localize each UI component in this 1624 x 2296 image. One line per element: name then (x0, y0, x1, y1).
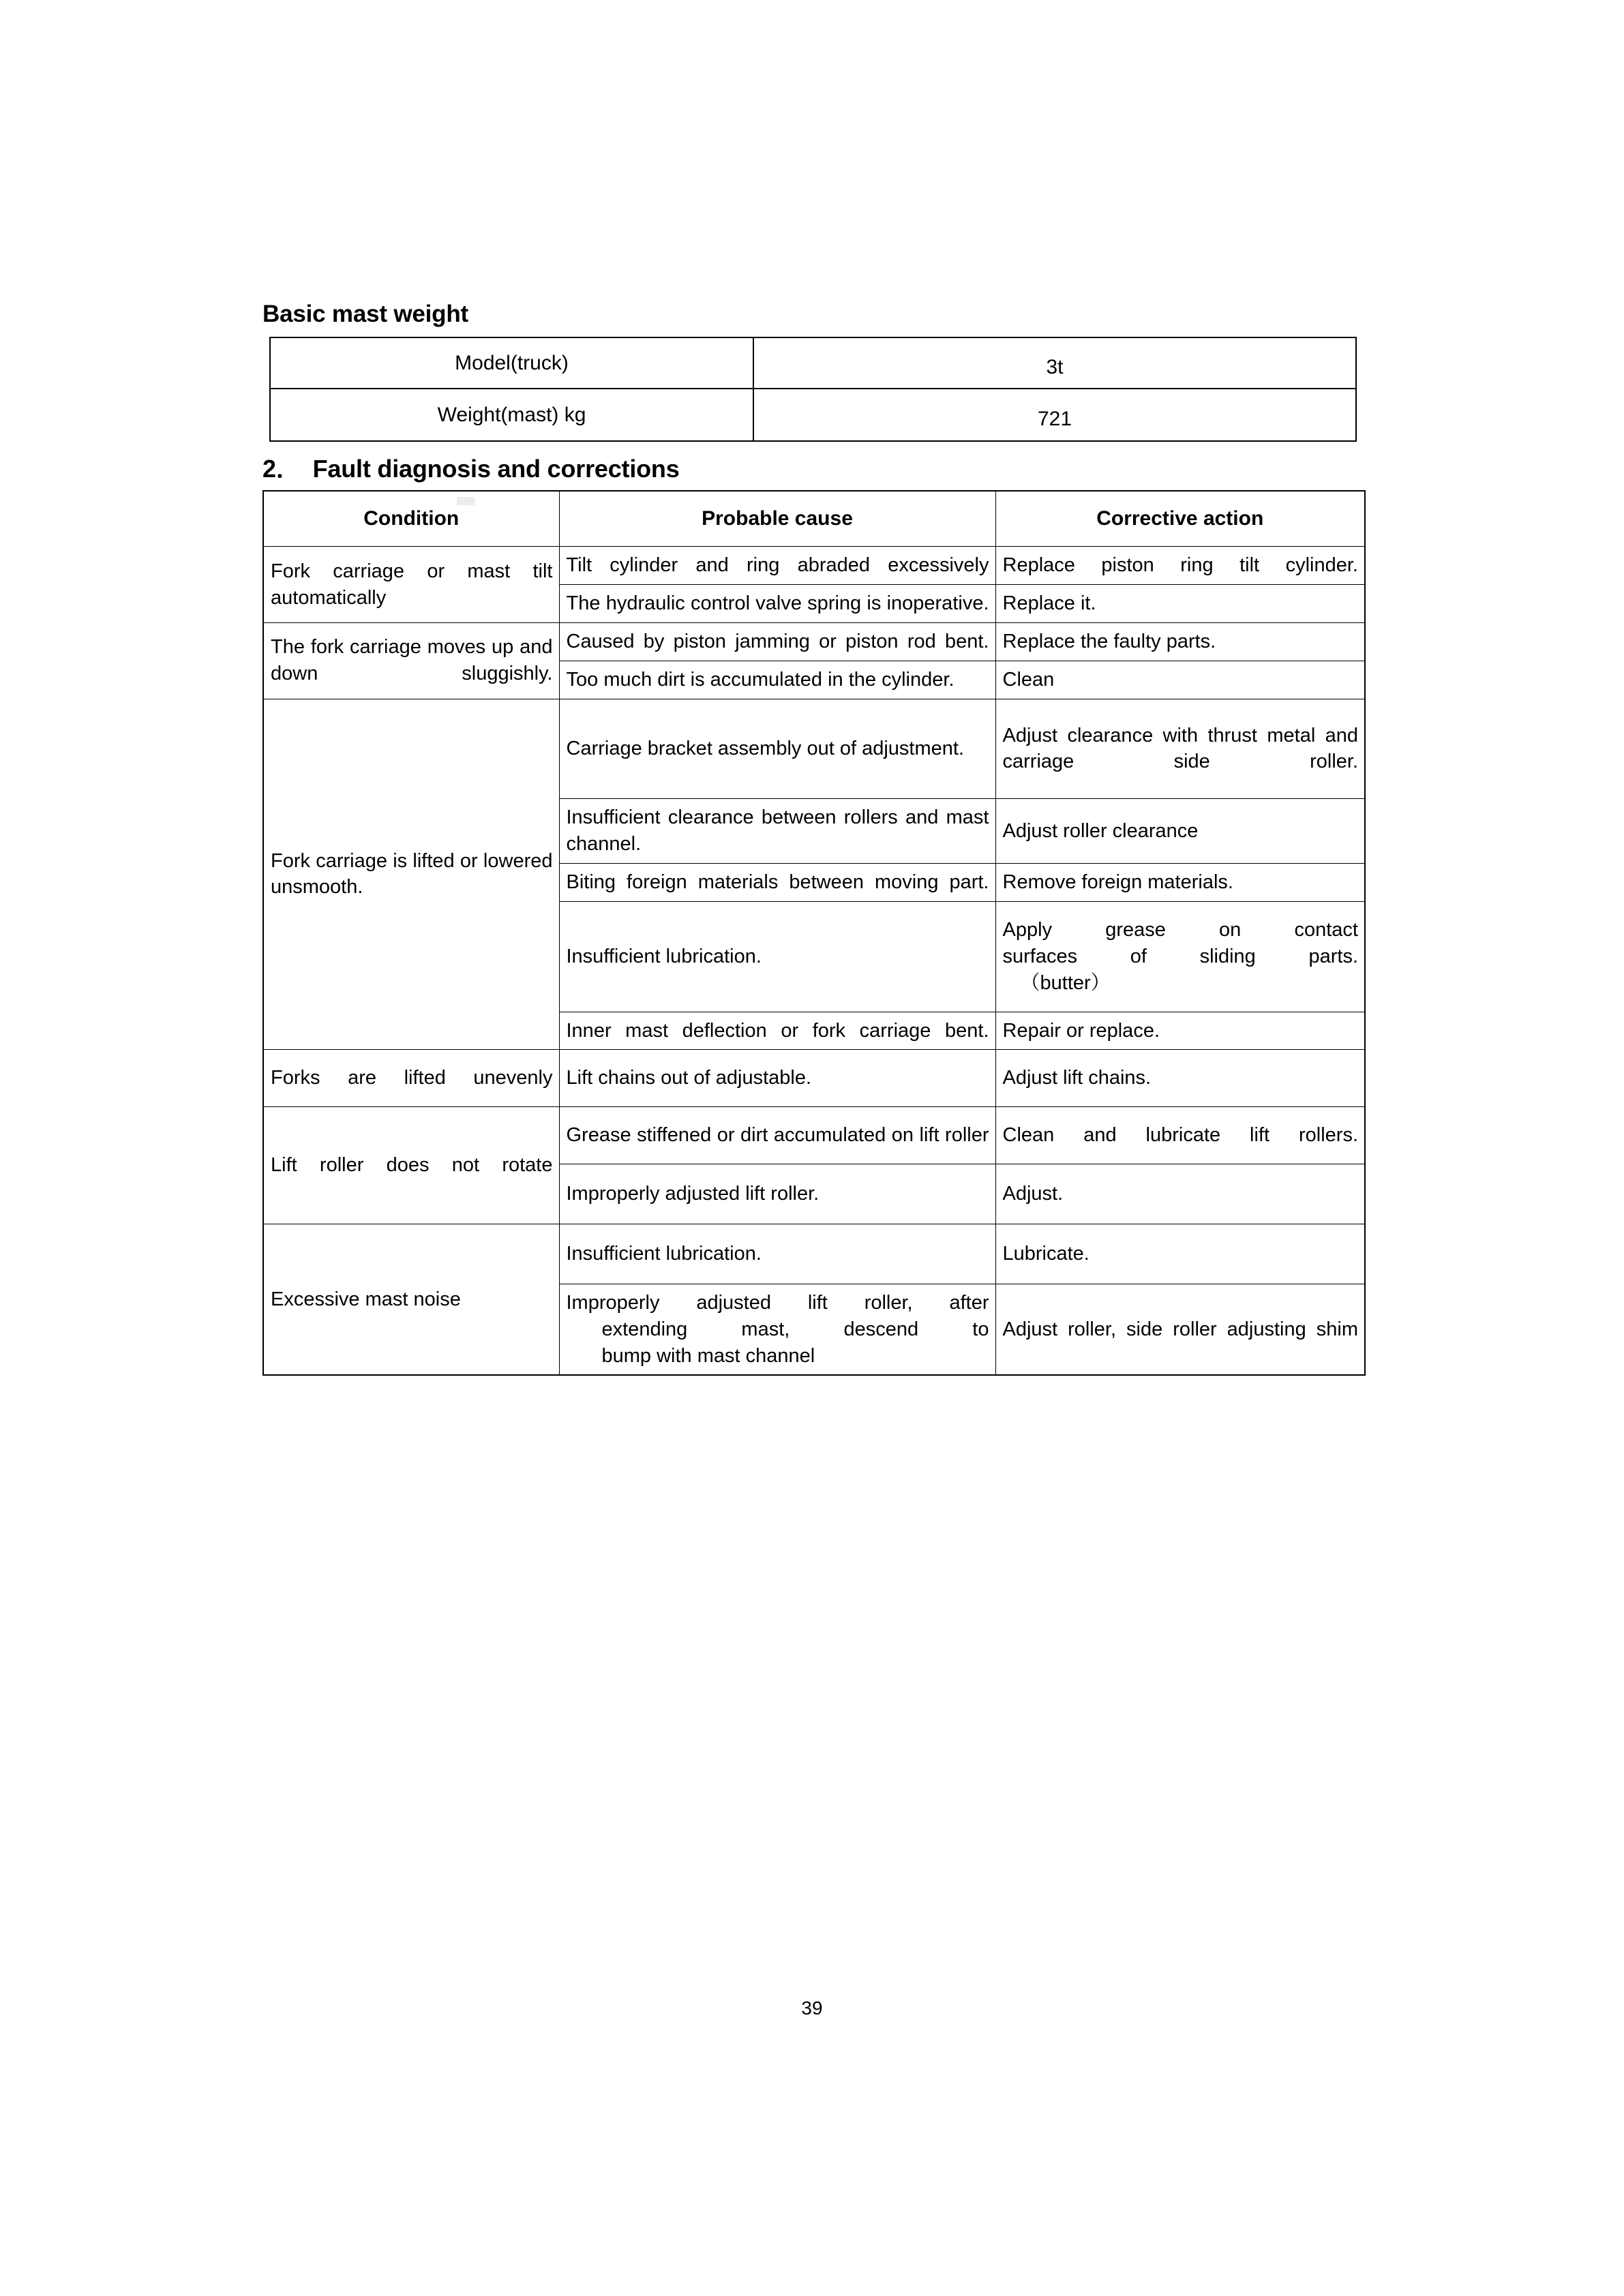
table-row (263, 1050, 1365, 1107)
table-row (263, 547, 1365, 585)
action-line-3: （butter） (1020, 971, 1111, 994)
basic-row-value (753, 337, 1356, 389)
cell-probable-cause: Inner mast deflection or fork carriage bent. (559, 1012, 995, 1050)
fault-diagnosis-table (262, 490, 1366, 1376)
cell-corrective-action: Adjust roller clearance (995, 799, 1365, 864)
cell-probable-cause: Too much dirt is accumulated in the cylinder. (559, 661, 995, 699)
cell-condition: Fork carriage or mast tilt automatically (263, 547, 559, 623)
column-header-condition (263, 491, 559, 547)
cell-probable-cause: Biting foreign materials between moving part. (559, 864, 995, 902)
cell-probable-cause: The hydraulic control valve spring is inoperative. (559, 585, 995, 623)
cell-probable-cause: Carriage bracket assembly out of adjustment. (559, 699, 995, 799)
column-header-corrective-action: Corrective action (995, 491, 1365, 547)
column-header-condition-text: Condition (363, 507, 460, 530)
cell-probable-cause-lines (567, 1290, 989, 1370)
cell-probable-cause: Improperly adjusted lift roller. (559, 1164, 995, 1224)
fault-section-title-text: Fault diagnosis and corrections (312, 455, 680, 483)
cell-corrective-action: Repair or replace. (995, 1012, 1365, 1050)
cell-probable-cause: Tilt cylinder and ring abraded excessively (559, 547, 995, 585)
cell-probable-cause: Lift chains out of adjustable. (559, 1050, 995, 1107)
cell-corrective-action: Adjust lift chains. (995, 1050, 1365, 1107)
cell-condition: The fork carriage moves up and down sluggishly. (263, 622, 559, 699)
cell-probable-cause: Caused by piston jamming or piston rod bent. (559, 622, 995, 661)
scan-artifact (457, 497, 475, 505)
cell-corrective-action (995, 901, 1365, 1012)
cell-probable-cause (559, 1284, 995, 1375)
basic-row-label: Weight(mast) kg (270, 389, 753, 441)
action-line-1: Apply grease on contact (1002, 918, 1358, 941)
cell-corrective-action: Adjust. (995, 1164, 1365, 1224)
basic-row-value-text: 3t (1046, 355, 1064, 378)
cause-line-3: bump with mast channel (601, 1344, 815, 1367)
basic-mast-weight-title: Basic mast weight (262, 301, 468, 327)
cell-corrective-action: Replace piston ring tilt cylinder. (995, 547, 1365, 585)
basic-mast-weight-table (269, 337, 1357, 442)
table-row (263, 622, 1365, 661)
cell-probable-cause: Insufficient lubrication. (559, 901, 995, 1012)
column-header-probable-cause: Probable cause (559, 491, 995, 547)
table-row (263, 699, 1365, 799)
cell-condition: Excessive mast noise (263, 1224, 559, 1375)
cell-corrective-action: Lubricate. (995, 1224, 1365, 1284)
cell-condition: Forks are lifted unevenly (263, 1050, 559, 1107)
cell-condition: Lift roller does not rotate (263, 1107, 559, 1224)
page-number: 39 (801, 1997, 823, 2019)
table-row (270, 389, 1356, 441)
cell-corrective-action: Adjust roller, side roller adjusting shim (995, 1284, 1365, 1375)
basic-row-label: Model(truck) (270, 337, 753, 389)
table-header-row (263, 491, 1365, 547)
cell-probable-cause: Grease stiffened or dirt accumulated on lift roller (559, 1107, 995, 1164)
page-content (262, 300, 1367, 1376)
cause-line-2: extending mast, descend to (601, 1318, 989, 1340)
cell-corrective-action-lines (1003, 917, 1359, 997)
basic-row-value-text: 721 (1037, 407, 1072, 430)
table-row (263, 1224, 1365, 1284)
cell-corrective-action: Replace it. (995, 585, 1365, 623)
cell-probable-cause: Insufficient lubrication. (559, 1224, 995, 1284)
table-row (270, 337, 1356, 389)
cell-corrective-action: Replace the faulty parts. (995, 622, 1365, 661)
action-line-2: surfaces of sliding parts. (1002, 945, 1358, 967)
cell-corrective-action: Adjust clearance with thrust metal and carriage side roller. (995, 699, 1365, 799)
cause-line-1: Improperly adjusted lift roller, after (566, 1291, 989, 1314)
cell-probable-cause: Insufficient clearance between rollers and mast channel. (559, 799, 995, 864)
fault-section-title (262, 454, 1367, 483)
fault-section-number: 2． (262, 455, 301, 483)
cell-condition: Fork carriage is lifted or lowered unsmooth. (263, 699, 559, 1050)
cell-corrective-action: Clean (995, 661, 1365, 699)
table-row (263, 1107, 1365, 1164)
cell-corrective-action: Clean and lubricate lift rollers. (995, 1107, 1365, 1164)
basic-row-value (753, 389, 1356, 441)
cell-corrective-action: Remove foreign materials. (995, 864, 1365, 902)
